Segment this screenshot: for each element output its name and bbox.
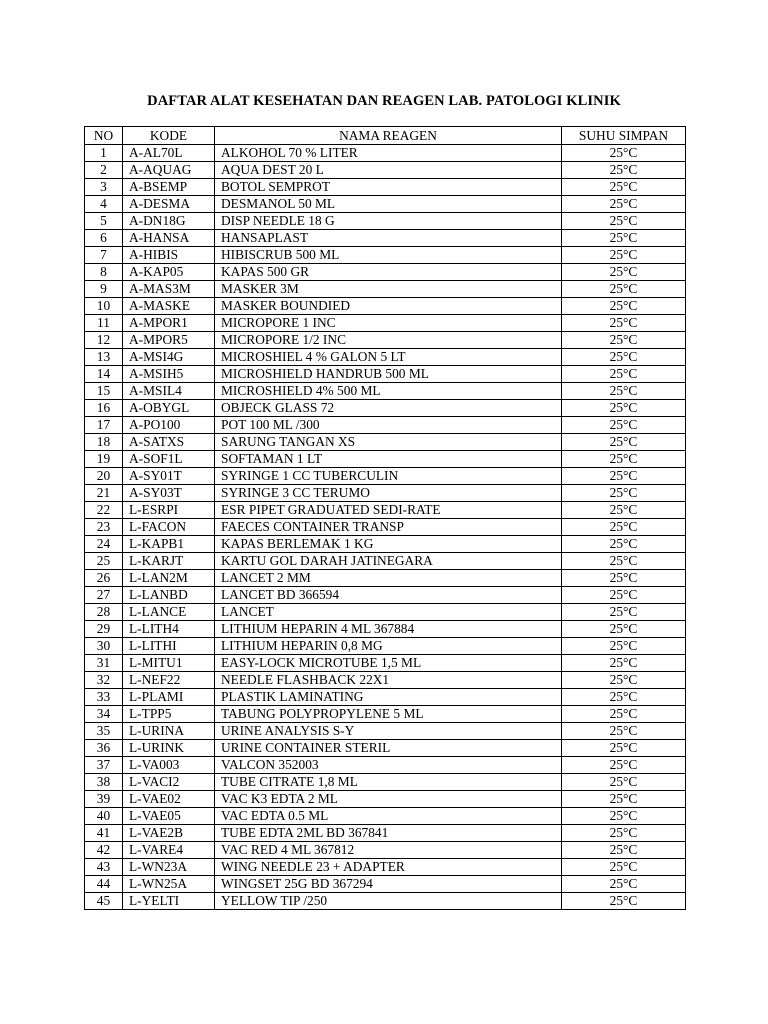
cell-nama-reagen: DISP NEEDLE 18 G	[215, 213, 562, 230]
cell-suhu-simpan: 25°C	[562, 247, 686, 264]
cell-suhu-simpan: 25°C	[562, 179, 686, 196]
table-row	[85, 451, 686, 468]
cell-kode: L-LANBD	[123, 587, 215, 604]
cell-kode: A-SY03T	[123, 485, 215, 502]
cell-kode: A-HANSA	[123, 230, 215, 247]
cell-kode: L-LAN2M	[123, 570, 215, 587]
cell-no: 31	[85, 655, 123, 672]
cell-no: 7	[85, 247, 123, 264]
cell-no: 9	[85, 281, 123, 298]
cell-suhu-simpan: 25°C	[562, 638, 686, 655]
cell-nama-reagen: LANCET	[215, 604, 562, 621]
cell-no: 20	[85, 468, 123, 485]
cell-kode: L-MITU1	[123, 655, 215, 672]
cell-nama-reagen: WING NEEDLE 23 + ADAPTER	[215, 859, 562, 876]
cell-nama-reagen: EASY-LOCK MICROTUBE 1,5 ML	[215, 655, 562, 672]
table-row	[85, 706, 686, 723]
cell-nama-reagen: VAC RED 4 ML 367812	[215, 842, 562, 859]
table-row	[85, 893, 686, 910]
cell-nama-reagen: PLASTIK LAMINATING	[215, 689, 562, 706]
cell-kode: A-OBYGL	[123, 400, 215, 417]
cell-suhu-simpan: 25°C	[562, 196, 686, 213]
cell-no: 14	[85, 366, 123, 383]
table-row	[85, 757, 686, 774]
cell-kode: L-LITHI	[123, 638, 215, 655]
cell-nama-reagen: MICROSHIEL 4 % GALON 5 LT	[215, 349, 562, 366]
cell-kode: A-KAP05	[123, 264, 215, 281]
table-row	[85, 638, 686, 655]
cell-kode: L-URINA	[123, 723, 215, 740]
cell-nama-reagen: TUBE EDTA 2ML BD 367841	[215, 825, 562, 842]
cell-no: 3	[85, 179, 123, 196]
cell-no: 41	[85, 825, 123, 842]
cell-nama-reagen: LITHIUM HEPARIN 4 ML 367884	[215, 621, 562, 638]
cell-suhu-simpan: 25°C	[562, 859, 686, 876]
cell-no: 1	[85, 145, 123, 162]
table-row	[85, 553, 686, 570]
cell-no: 2	[85, 162, 123, 179]
cell-suhu-simpan: 25°C	[562, 162, 686, 179]
table-row	[85, 213, 686, 230]
cell-kode: L-URINK	[123, 740, 215, 757]
cell-nama-reagen: ESR PIPET GRADUATED SEDI-RATE	[215, 502, 562, 519]
table-row	[85, 808, 686, 825]
cell-no: 4	[85, 196, 123, 213]
cell-nama-reagen: MICROPORE 1/2 INC	[215, 332, 562, 349]
cell-nama-reagen: BOTOL SEMPROT	[215, 179, 562, 196]
table-row	[85, 298, 686, 315]
cell-kode: A-PO100	[123, 417, 215, 434]
cell-no: 30	[85, 638, 123, 655]
table-row	[85, 604, 686, 621]
table-row	[85, 587, 686, 604]
cell-nama-reagen: TABUNG POLYPROPYLENE 5 ML	[215, 706, 562, 723]
table-row	[85, 570, 686, 587]
cell-kode: L-VAE02	[123, 791, 215, 808]
cell-suhu-simpan: 25°C	[562, 485, 686, 502]
cell-no: 32	[85, 672, 123, 689]
cell-kode: L-VA003	[123, 757, 215, 774]
cell-suhu-simpan: 25°C	[562, 383, 686, 400]
cell-no: 19	[85, 451, 123, 468]
cell-no: 33	[85, 689, 123, 706]
cell-no: 43	[85, 859, 123, 876]
cell-nama-reagen: FAECES CONTAINER TRANSP	[215, 519, 562, 536]
cell-nama-reagen: TUBE CITRATE 1,8 ML	[215, 774, 562, 791]
cell-suhu-simpan: 25°C	[562, 468, 686, 485]
cell-kode: L-TPP5	[123, 706, 215, 723]
table-row	[85, 536, 686, 553]
cell-no: 26	[85, 570, 123, 587]
cell-kode: A-SOF1L	[123, 451, 215, 468]
cell-no: 37	[85, 757, 123, 774]
header-nama-reagen: NAMA REAGEN	[215, 127, 562, 145]
table-row	[85, 162, 686, 179]
cell-suhu-simpan: 25°C	[562, 825, 686, 842]
cell-no: 25	[85, 553, 123, 570]
cell-nama-reagen: VAC K3 EDTA 2 ML	[215, 791, 562, 808]
cell-suhu-simpan: 25°C	[562, 570, 686, 587]
cell-no: 15	[85, 383, 123, 400]
cell-suhu-simpan: 25°C	[562, 808, 686, 825]
cell-suhu-simpan: 25°C	[562, 757, 686, 774]
cell-kode: L-WN25A	[123, 876, 215, 893]
cell-suhu-simpan: 25°C	[562, 502, 686, 519]
table-row	[85, 876, 686, 893]
cell-no: 21	[85, 485, 123, 502]
cell-kode: L-VAE2B	[123, 825, 215, 842]
cell-suhu-simpan: 25°C	[562, 400, 686, 417]
cell-nama-reagen: WINGSET 25G BD 367294	[215, 876, 562, 893]
cell-nama-reagen: SARUNG TANGAN XS	[215, 434, 562, 451]
cell-suhu-simpan: 25°C	[562, 774, 686, 791]
cell-no: 27	[85, 587, 123, 604]
cell-no: 36	[85, 740, 123, 757]
cell-nama-reagen: VALCON 352003	[215, 757, 562, 774]
table-row	[85, 196, 686, 213]
header-suhu-simpan: SUHU SIMPAN	[562, 127, 686, 145]
cell-suhu-simpan: 25°C	[562, 876, 686, 893]
cell-kode: A-MPOR5	[123, 332, 215, 349]
cell-kode: L-LANCE	[123, 604, 215, 621]
cell-suhu-simpan: 25°C	[562, 315, 686, 332]
cell-kode: L-VAE05	[123, 808, 215, 825]
table-row	[85, 417, 686, 434]
cell-nama-reagen: HANSAPLAST	[215, 230, 562, 247]
cell-suhu-simpan: 25°C	[562, 213, 686, 230]
cell-suhu-simpan: 25°C	[562, 281, 686, 298]
cell-nama-reagen: SOFTAMAN 1 LT	[215, 451, 562, 468]
table-row	[85, 859, 686, 876]
cell-suhu-simpan: 25°C	[562, 706, 686, 723]
cell-nama-reagen: HIBISCRUB 500 ML	[215, 247, 562, 264]
cell-kode: L-YELTI	[123, 893, 215, 910]
cell-suhu-simpan: 25°C	[562, 349, 686, 366]
cell-nama-reagen: SYRINGE 1 CC TUBERCULIN	[215, 468, 562, 485]
table-row	[85, 723, 686, 740]
cell-suhu-simpan: 25°C	[562, 519, 686, 536]
cell-no: 22	[85, 502, 123, 519]
table-row	[85, 468, 686, 485]
cell-suhu-simpan: 25°C	[562, 740, 686, 757]
cell-no: 17	[85, 417, 123, 434]
cell-nama-reagen: MICROSHIELD HANDRUB 500 ML	[215, 366, 562, 383]
cell-suhu-simpan: 25°C	[562, 587, 686, 604]
cell-suhu-simpan: 25°C	[562, 145, 686, 162]
cell-no: 12	[85, 332, 123, 349]
cell-suhu-simpan: 25°C	[562, 298, 686, 315]
cell-kode: L-NEF22	[123, 672, 215, 689]
reagent-table	[84, 126, 686, 910]
cell-suhu-simpan: 25°C	[562, 417, 686, 434]
cell-nama-reagen: OBJECK GLASS 72	[215, 400, 562, 417]
table-row	[85, 621, 686, 638]
table-row	[85, 485, 686, 502]
cell-no: 40	[85, 808, 123, 825]
cell-kode: A-MSIH5	[123, 366, 215, 383]
table-row	[85, 842, 686, 859]
cell-nama-reagen: MICROSHIELD 4% 500 ML	[215, 383, 562, 400]
table-row	[85, 689, 686, 706]
table-row	[85, 519, 686, 536]
cell-no: 29	[85, 621, 123, 638]
cell-suhu-simpan: 25°C	[562, 689, 686, 706]
table-row	[85, 502, 686, 519]
cell-kode: L-KARJT	[123, 553, 215, 570]
cell-kode: A-DESMA	[123, 196, 215, 213]
table-row	[85, 825, 686, 842]
cell-suhu-simpan: 25°C	[562, 621, 686, 638]
cell-no: 23	[85, 519, 123, 536]
table-row	[85, 434, 686, 451]
cell-kode: L-WN23A	[123, 859, 215, 876]
cell-suhu-simpan: 25°C	[562, 842, 686, 859]
cell-suhu-simpan: 25°C	[562, 366, 686, 383]
cell-no: 10	[85, 298, 123, 315]
table-row	[85, 145, 686, 162]
cell-suhu-simpan: 25°C	[562, 791, 686, 808]
table-body	[85, 145, 686, 910]
cell-kode: A-SATXS	[123, 434, 215, 451]
cell-no: 6	[85, 230, 123, 247]
cell-nama-reagen: LITHIUM HEPARIN 0,8 MG	[215, 638, 562, 655]
cell-no: 11	[85, 315, 123, 332]
cell-no: 38	[85, 774, 123, 791]
cell-kode: A-MSIL4	[123, 383, 215, 400]
cell-nama-reagen: POT 100 ML /300	[215, 417, 562, 434]
cell-kode: A-MSI4G	[123, 349, 215, 366]
cell-kode: A-MPOR1	[123, 315, 215, 332]
cell-no: 34	[85, 706, 123, 723]
cell-suhu-simpan: 25°C	[562, 536, 686, 553]
cell-kode: A-MAS3M	[123, 281, 215, 298]
table-row	[85, 672, 686, 689]
cell-no: 5	[85, 213, 123, 230]
cell-no: 42	[85, 842, 123, 859]
cell-nama-reagen: DESMANOL 50 ML	[215, 196, 562, 213]
table-row	[85, 655, 686, 672]
cell-kode: L-PLAMI	[123, 689, 215, 706]
cell-suhu-simpan: 25°C	[562, 434, 686, 451]
cell-nama-reagen: NEEDLE FLASHBACK 22X1	[215, 672, 562, 689]
cell-kode: L-VARE4	[123, 842, 215, 859]
cell-nama-reagen: KAPAS 500 GR	[215, 264, 562, 281]
cell-nama-reagen: KAPAS BERLEMAK 1 KG	[215, 536, 562, 553]
table-row	[85, 264, 686, 281]
cell-suhu-simpan: 25°C	[562, 723, 686, 740]
cell-kode: A-BSEMP	[123, 179, 215, 196]
cell-no: 44	[85, 876, 123, 893]
table-row	[85, 366, 686, 383]
cell-kode: A-DN18G	[123, 213, 215, 230]
cell-kode: A-AL70L	[123, 145, 215, 162]
cell-suhu-simpan: 25°C	[562, 604, 686, 621]
cell-kode: L-FACON	[123, 519, 215, 536]
cell-no: 35	[85, 723, 123, 740]
cell-suhu-simpan: 25°C	[562, 553, 686, 570]
cell-kode: A-HIBIS	[123, 247, 215, 264]
cell-suhu-simpan: 25°C	[562, 893, 686, 910]
cell-suhu-simpan: 25°C	[562, 332, 686, 349]
cell-nama-reagen: LANCET 2 MM	[215, 570, 562, 587]
table-row	[85, 315, 686, 332]
cell-suhu-simpan: 25°C	[562, 655, 686, 672]
table-row	[85, 230, 686, 247]
table-row	[85, 791, 686, 808]
cell-kode: A-SY01T	[123, 468, 215, 485]
cell-nama-reagen: YELLOW TIP /250	[215, 893, 562, 910]
table-row	[85, 349, 686, 366]
cell-suhu-simpan: 25°C	[562, 230, 686, 247]
page-title: DAFTAR ALAT KESEHATAN DAN REAGEN LAB. PATOLOGI KLINIK	[147, 93, 621, 109]
table-row	[85, 332, 686, 349]
cell-nama-reagen: VAC EDTA 0.5 ML	[215, 808, 562, 825]
cell-no: 28	[85, 604, 123, 621]
cell-suhu-simpan: 25°C	[562, 451, 686, 468]
cell-kode: L-VACI2	[123, 774, 215, 791]
cell-no: 16	[85, 400, 123, 417]
cell-suhu-simpan: 25°C	[562, 672, 686, 689]
cell-no: 18	[85, 434, 123, 451]
cell-kode: L-ESRPI	[123, 502, 215, 519]
cell-nama-reagen: URINE CONTAINER STERIL	[215, 740, 562, 757]
cell-suhu-simpan: 25°C	[562, 264, 686, 281]
cell-kode: A-AQUAG	[123, 162, 215, 179]
cell-kode: L-LITH4	[123, 621, 215, 638]
table-row	[85, 400, 686, 417]
cell-no: 13	[85, 349, 123, 366]
cell-nama-reagen: KARTU GOL DARAH JATINEGARA	[215, 553, 562, 570]
cell-no: 8	[85, 264, 123, 281]
cell-no: 24	[85, 536, 123, 553]
table-row	[85, 774, 686, 791]
cell-nama-reagen: SYRINGE 3 CC TERUMO	[215, 485, 562, 502]
cell-nama-reagen: ALKOHOL 70 % LITER	[215, 145, 562, 162]
cell-nama-reagen: MASKER 3M	[215, 281, 562, 298]
table-row	[85, 179, 686, 196]
cell-no: 39	[85, 791, 123, 808]
cell-kode: A-MASKE	[123, 298, 215, 315]
table-row	[85, 281, 686, 298]
cell-nama-reagen: AQUA DEST 20 L	[215, 162, 562, 179]
table-row	[85, 740, 686, 757]
cell-nama-reagen: LANCET BD 366594	[215, 587, 562, 604]
header-kode: KODE	[123, 127, 215, 145]
header-no: NO	[85, 127, 123, 145]
cell-no: 45	[85, 893, 123, 910]
cell-nama-reagen: MICROPORE 1 INC	[215, 315, 562, 332]
table-row	[85, 383, 686, 400]
cell-kode: L-KAPB1	[123, 536, 215, 553]
cell-nama-reagen: MASKER BOUNDIED	[215, 298, 562, 315]
table-header-row	[85, 127, 686, 145]
cell-nama-reagen: URINE ANALYSIS S-Y	[215, 723, 562, 740]
table-row	[85, 247, 686, 264]
